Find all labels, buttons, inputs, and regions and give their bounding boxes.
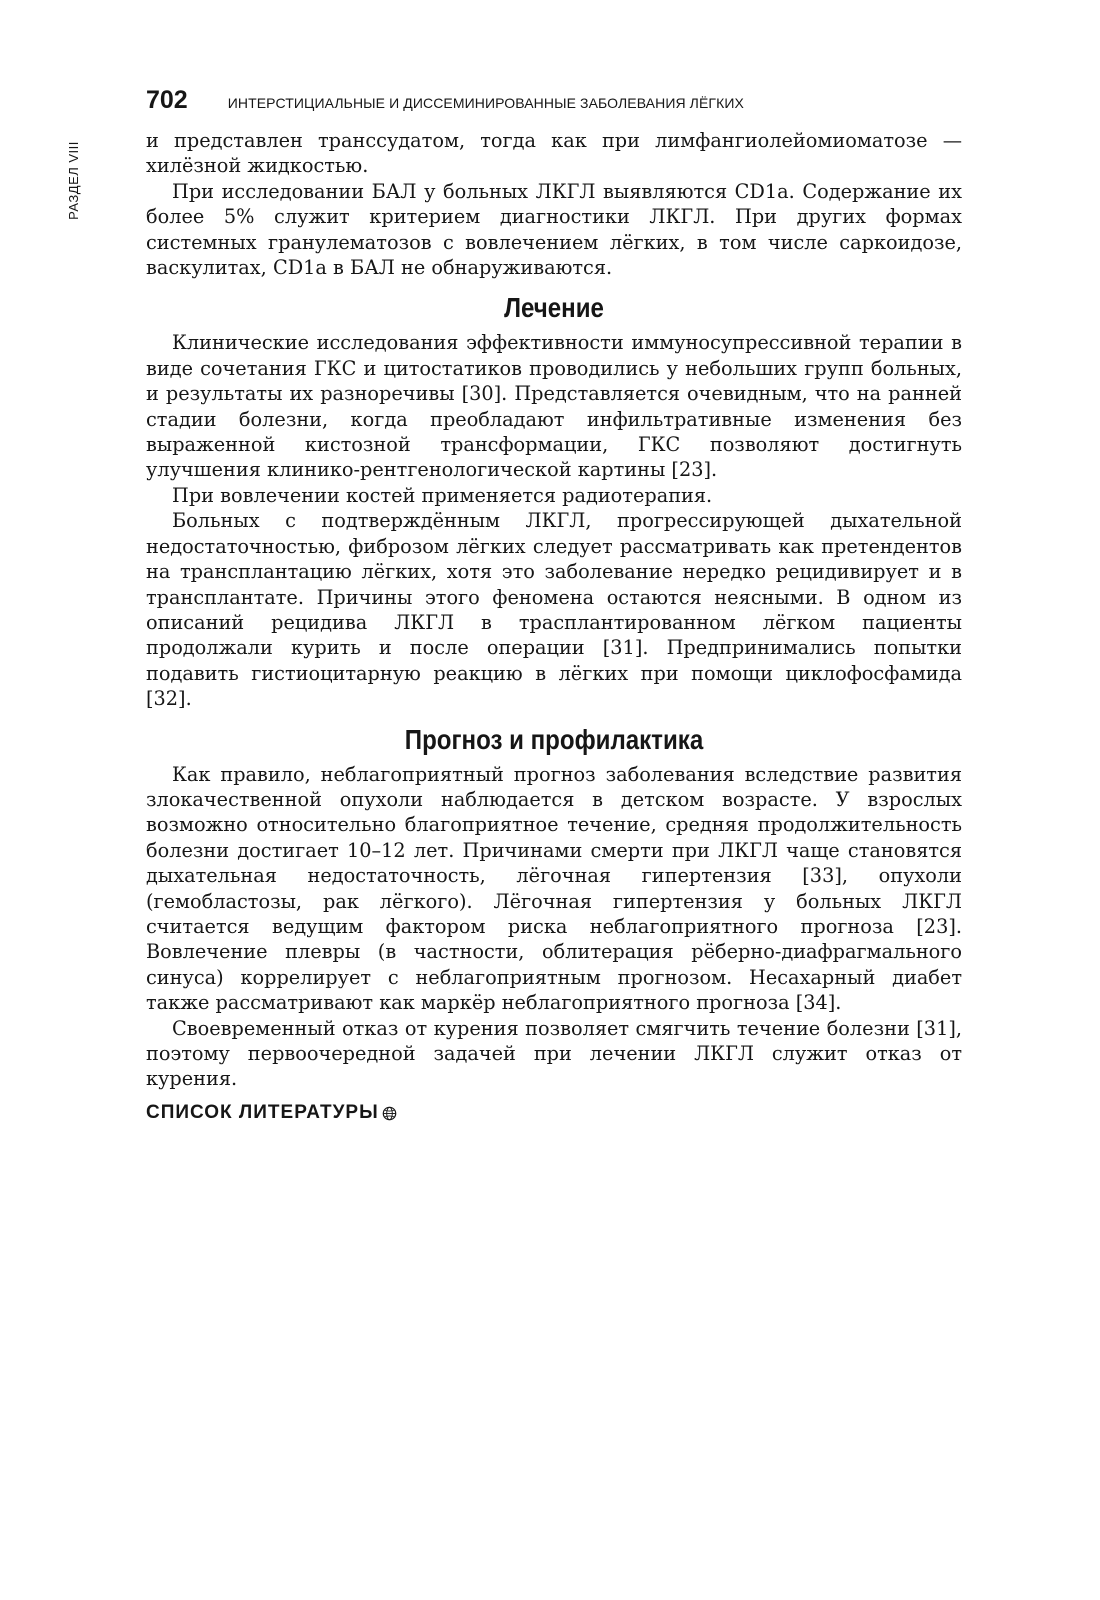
treatment-heading: Лечение	[504, 292, 604, 324]
running-title: ИНТЕРСТИЦИАЛЬНЫЕ И ДИССЕМИНИРОВАННЫЕ ЗАБОЛЕВАНИЯ ЛЁГКИХ	[227, 95, 744, 111]
treatment-paragraph-3: Больных с подтверждённым ЛКГЛ, прогрессирующей дыхательной недостаточностью, фиброзом лёгких следует рассматривать как претендентов на трансплантацию лёгких, хотя это заболевание нередко рецидивирует и в трансплантате. Причины этого феномена остаются неясными. В одном из описаний рецидива ЛКГЛ в трасплантированном лёгком пациенты продолжали курить и после операции [31]. Предпринимались попытки подавить гистиоцитарную реакцию в лёгких при помощи циклофосфамида [32].	[146, 509, 962, 711]
prognosis-paragraph-2: Своевременный отказ от курения позволяет смягчить течение болезни [31], поэтому первоочередной задачей при лечении ЛКГЛ служит отказ от курения.	[146, 1016, 962, 1091]
prognosis-heading: Прогноз и профилактика	[404, 723, 704, 755]
prognosis-paragraph-1: Как правило, неблагоприятный прогноз заболевания вследствие развития злокачественной опухоли наблюдается в детском возрасте. У взрослых возможно относительно благоприятное течение, средняя продолжительность болезни достигает 10–12 лет. Причинами смерти при ЛКГЛ чаще становятся дыхательная недостаточность, лёгочная гипертензия [33], опухоли (гемобластозы, рак лёгкого). Лёгочная гипертензия у больных ЛКГЛ считается ведущим фактором риска неблагоприятного прогноза [23]. Вовлечение плевры (в частности, облитерация рёберно-диафрагмального синуса) коррелирует с неблагоприятным прогнозом. Несахарный диабет также рассматривают как маркёр неблагоприятного прогноза [34].	[146, 762, 962, 1015]
running-header	[146, 86, 966, 115]
page-number: 702	[146, 86, 188, 114]
references-heading[interactable]	[146, 1102, 962, 1124]
references-heading-text: СПИСОК ЛИТЕРАТУРЫ	[146, 1101, 379, 1123]
section-side-label	[62, 130, 84, 230]
intro-paragraph-continued: и представлен транссудатом, тогда как при лимфангиолейомиоматозе — хилёзной жидкостью.	[146, 129, 962, 178]
treatment-paragraph-1: Клинические исследования эффективности иммуносупрессивной терапии в виде сочетания ГКС и цитостатиков проводились у небольших групп больных, и результаты их разноречивы [30]. Представляется очевидным, что на ранней стадии болезни, когда преобладают инфильтративные изменения без выраженной кистозной трансформации, ГКС позволяют достигнуть улучшения клинико-рентгенологической картины [23].	[146, 331, 962, 482]
treatment-paragraph-2: При вовлечении костей применяется радиотерапия.	[172, 483, 713, 507]
intro-paragraph-bal: При исследовании БАЛ у больных ЛКГЛ выявляются CD1a. Содержание их более 5% служит критерием диагностики ЛКГЛ. При других формах системных гранулематозов с вовлечением лёгких, в том числе саркоидозе, васкулитах, CD1a в БАЛ не обнаруживаются.	[146, 179, 962, 280]
section-side-label-text: РАЗДЕЛ VIII	[65, 140, 81, 220]
globe-icon[interactable]	[382, 1105, 397, 1120]
page-body	[146, 128, 962, 1124]
